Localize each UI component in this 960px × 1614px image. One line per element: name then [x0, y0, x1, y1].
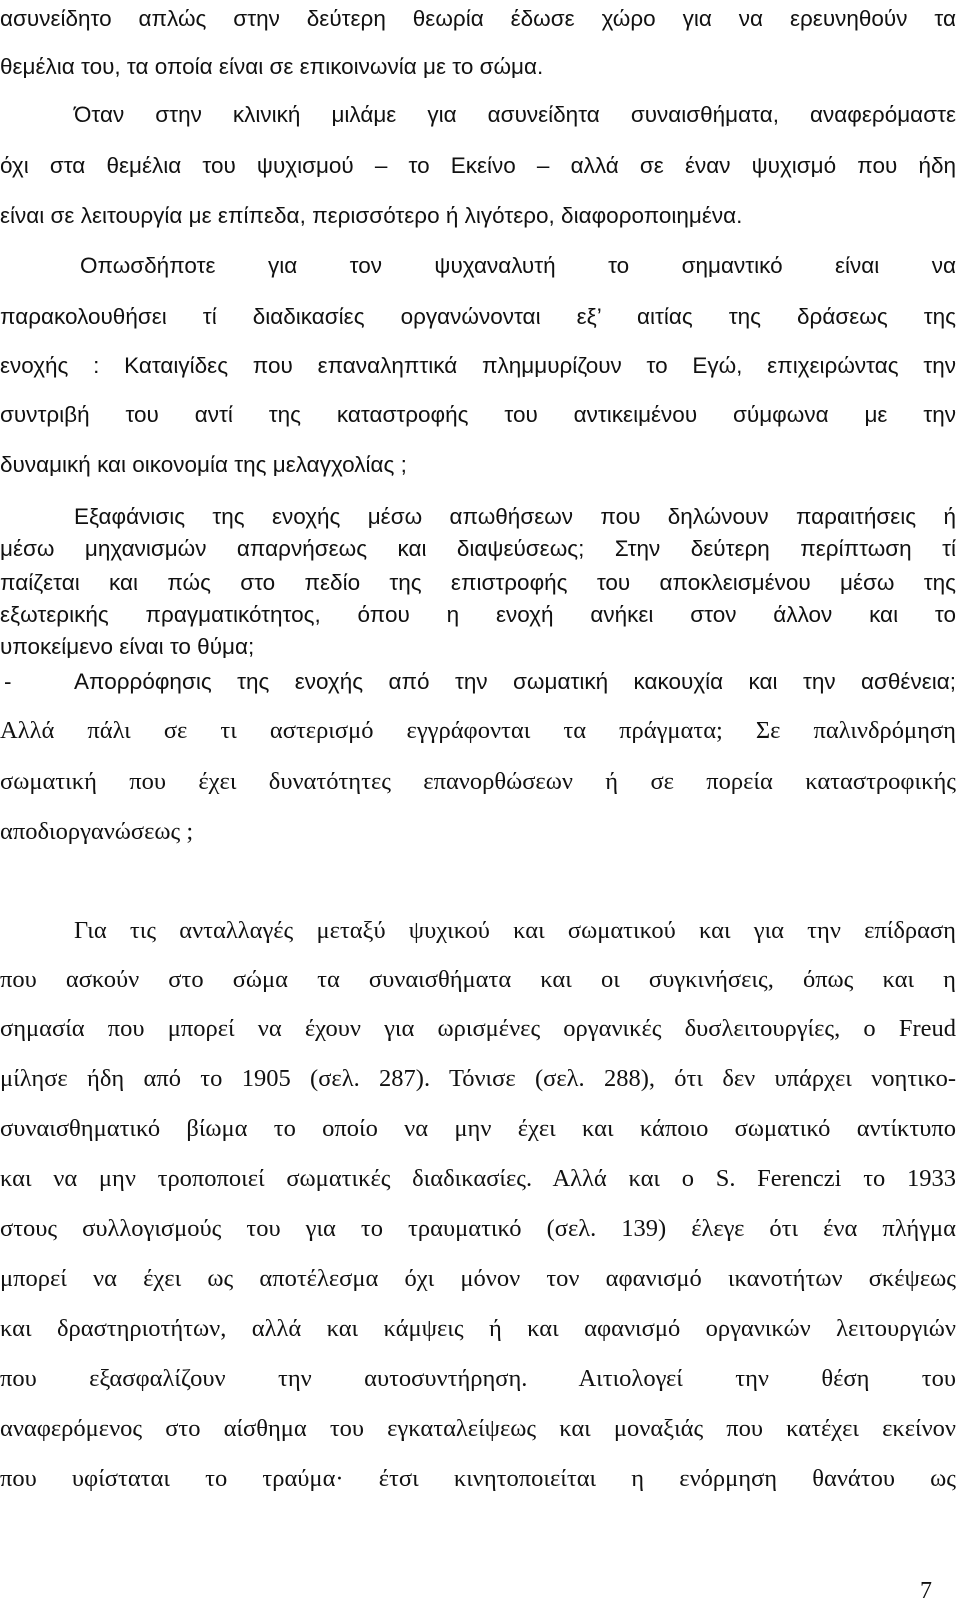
text-line: μέσω μηχανισμών απαρνήσεως και διαψεύσεως; Στην δεύτερη περίπτωση τί	[0, 536, 956, 561]
text-line: στους συλλογισμούς του για το τραυματικό (σελ. 139) έλεγε ότι ένα πλήγμα	[0, 1215, 956, 1242]
text-line: και να μην τροποποιεί σωματικές διαδικασίες. Αλλά και ο S. Ferenczi το 1933	[0, 1165, 956, 1192]
text-line: υποκείμενο είναι το θύμα;	[0, 634, 255, 659]
list-dash: -	[4, 669, 12, 694]
text-line: που υφίσταται το τραύμα· έτσι κινητοποιείται η ενόρμηση θανάτου ως	[0, 1465, 956, 1492]
page-number: 7	[920, 1578, 932, 1604]
text-line: Αλλά πάλι σε τι αστερισμό εγγράφονται τα πράγματα; Σε παλινδρόμηση	[0, 717, 956, 744]
text-line: ασυνείδητο απλώς στην δεύτερη θεωρία έδωσε χώρο για να ερευνηθούν τα	[0, 6, 956, 31]
text-line: παρακολουθήσει τί διαδικασίες οργανώνονται εξ’ αιτίας της δράσεως της	[0, 304, 956, 329]
text-line: παίζεται και πώς στο πεδίο της επιστροφής του αποκλεισμένου μέσω της	[0, 570, 956, 595]
text-line: συντριβή του αντί της καταστροφής του αντικειμένου σύμφωνα με την	[0, 402, 956, 427]
text-line: δυναμική και οικονομία της μελαγχολίας ;	[0, 452, 407, 477]
text-line: Απορρόφησις της ενοχής από την σωματική κακουχία και την ασθένεια;	[74, 669, 956, 694]
text-line: Οπωσδήποτε για τον ψυχαναλυτή το σημαντικό είναι να	[80, 253, 956, 278]
text-line: θεμέλια του, τα οποία είναι σε επικοινωνία με το σώμα.	[0, 54, 544, 79]
text-line: Όταν στην κλινική μιλάμε για ασυνείδητα συναισθήματα, αναφερόμαστε	[74, 102, 956, 127]
text-line: συναισθηματικό βίωμα το οποίο να μην έχει και κάποιο σωματικό αντίκτυπο	[0, 1115, 956, 1142]
text-line: μίλησε ήδη από το 1905 (σελ. 287). Τόνισε (σελ. 288), ότι δεν υπάρχει νοητικο-	[0, 1065, 956, 1092]
text-line: Εξαφάνισις της ενοχής μέσω απωθήσεων που δηλώνουν παραιτήσεις ή	[74, 504, 956, 529]
text-line: και δραστηριοτήτων, αλλά και κάμψεις ή και αφανισμό οργανικών λειτουργιών	[0, 1315, 956, 1342]
text-line: αποδιοργανώσεως ;	[0, 818, 194, 845]
text-line: Για τις ανταλλαγές μεταξύ ψυχικού και σωματικού και για την επίδραση	[74, 917, 956, 944]
text-line: αναφερόμενος στο αίσθημα του εγκαταλείψεως και μοναξιάς που κατέχει εκείνον	[0, 1415, 956, 1442]
text-line: μπορεί να έχει ως αποτέλεσμα όχι μόνον τον αφανισμό ικανοτήτων σκέψεως	[0, 1265, 956, 1292]
text-line: που εξασφαλίζουν την αυτοσυντήρηση. Αιτιολογεί την θέση του	[0, 1365, 956, 1392]
text-line: εξωτερικής πραγματικότητος, όπου η ενοχή ανήκει στον άλλον και το	[0, 602, 956, 627]
text-line: σημασία που μπορεί να έχουν για ωρισμένες οργανικές δυσλειτουργίες, ο Freud	[0, 1015, 956, 1042]
text-line: όχι στα θεμέλια του ψυχισμού – το Εκείνο – αλλά σε έναν ψυχισμό που ήδη	[0, 153, 956, 178]
text-line: που ασκούν στο σώμα τα συναισθήματα και οι συγκινήσεις, όπως και η	[0, 966, 956, 993]
text-line: είναι σε λειτουργία με επίπεδα, περισσότερο ή λιγότερο, διαφοροποιημένα.	[0, 203, 743, 228]
text-line: ενοχής : Καταιγίδες που επαναληπτικά πλημμυρίζουν το Εγώ, επιχειρώντας την	[0, 353, 956, 378]
text-line: σωματική που έχει δυνατότητες επανορθώσεων ή σε πορεία καταστροφικής	[0, 768, 956, 795]
